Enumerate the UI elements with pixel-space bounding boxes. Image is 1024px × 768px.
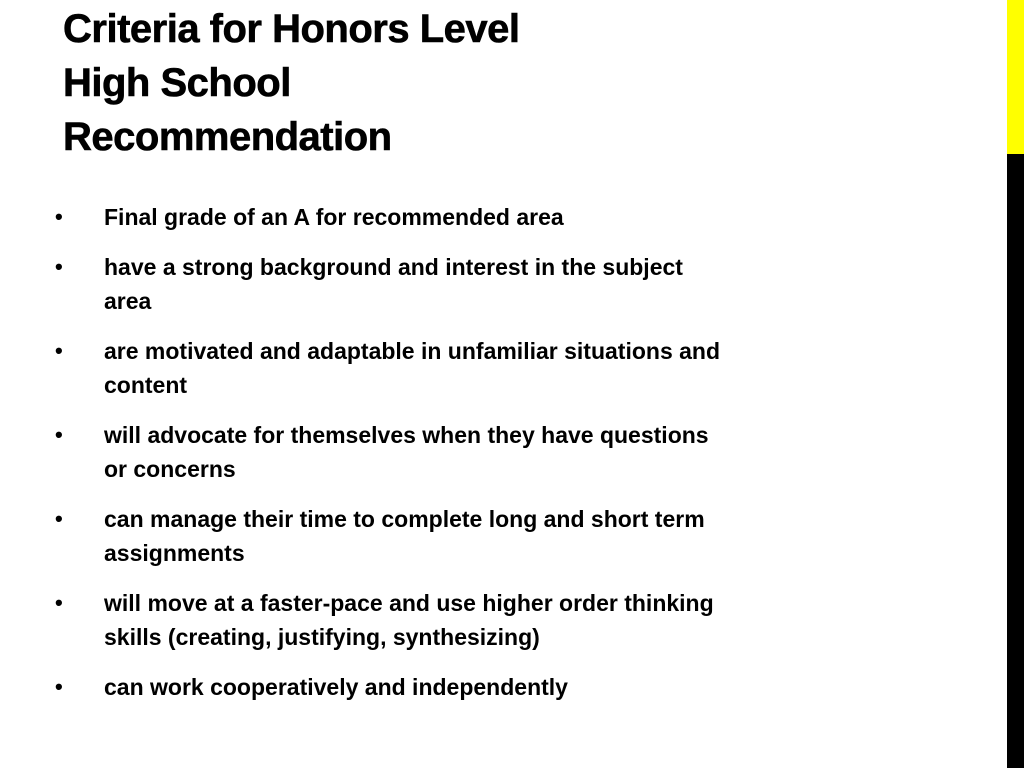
accent-bar-black bbox=[1007, 154, 1024, 768]
bullet-text-line: can work cooperatively and independently bbox=[104, 674, 568, 700]
list-item bbox=[0, 502, 874, 570]
bullet-icon: • bbox=[55, 422, 63, 447]
bullet-text-line: have a strong background and interest in the subject bbox=[104, 254, 683, 280]
bullet-text-line: will move at a faster-pace and use higher order thinking bbox=[104, 590, 714, 616]
bullet-icon: • bbox=[55, 590, 63, 615]
bullet-icon: • bbox=[55, 506, 63, 531]
bullet-text-line: assignments bbox=[104, 540, 245, 566]
bullet-icon: • bbox=[55, 204, 63, 229]
accent-bar-yellow bbox=[1007, 0, 1024, 154]
list-item bbox=[0, 334, 874, 402]
bullet-text-line: Final grade of an A for recommended area bbox=[104, 204, 564, 230]
bullet-list bbox=[0, 200, 900, 720]
bullet-icon: • bbox=[55, 674, 63, 699]
bullet-icon: • bbox=[55, 254, 63, 279]
bullet-text-line: content bbox=[104, 372, 188, 398]
title-line: High School bbox=[63, 61, 291, 105]
bullet-text-line: skills (creating, justifying, synthesizing) bbox=[104, 624, 540, 650]
bullet-text-line: are motivated and adaptable in unfamiliar situations and bbox=[104, 338, 721, 364]
title-line: Recommendation bbox=[63, 115, 392, 159]
list-item bbox=[0, 670, 874, 704]
list-item bbox=[0, 200, 874, 234]
bullet-text-line: or concerns bbox=[104, 456, 236, 482]
list-item bbox=[0, 586, 874, 654]
bullet-text-line: can manage their time to complete long and short term bbox=[104, 506, 705, 532]
bullet-text-line: will advocate for themselves when they have questions bbox=[104, 422, 709, 448]
list-item bbox=[0, 418, 874, 486]
bullet-icon: • bbox=[55, 338, 63, 363]
slide-title bbox=[63, 2, 703, 164]
bullet-text-line: area bbox=[104, 288, 152, 314]
list-item bbox=[0, 250, 874, 318]
title-line: Criteria for Honors Level bbox=[63, 7, 520, 51]
